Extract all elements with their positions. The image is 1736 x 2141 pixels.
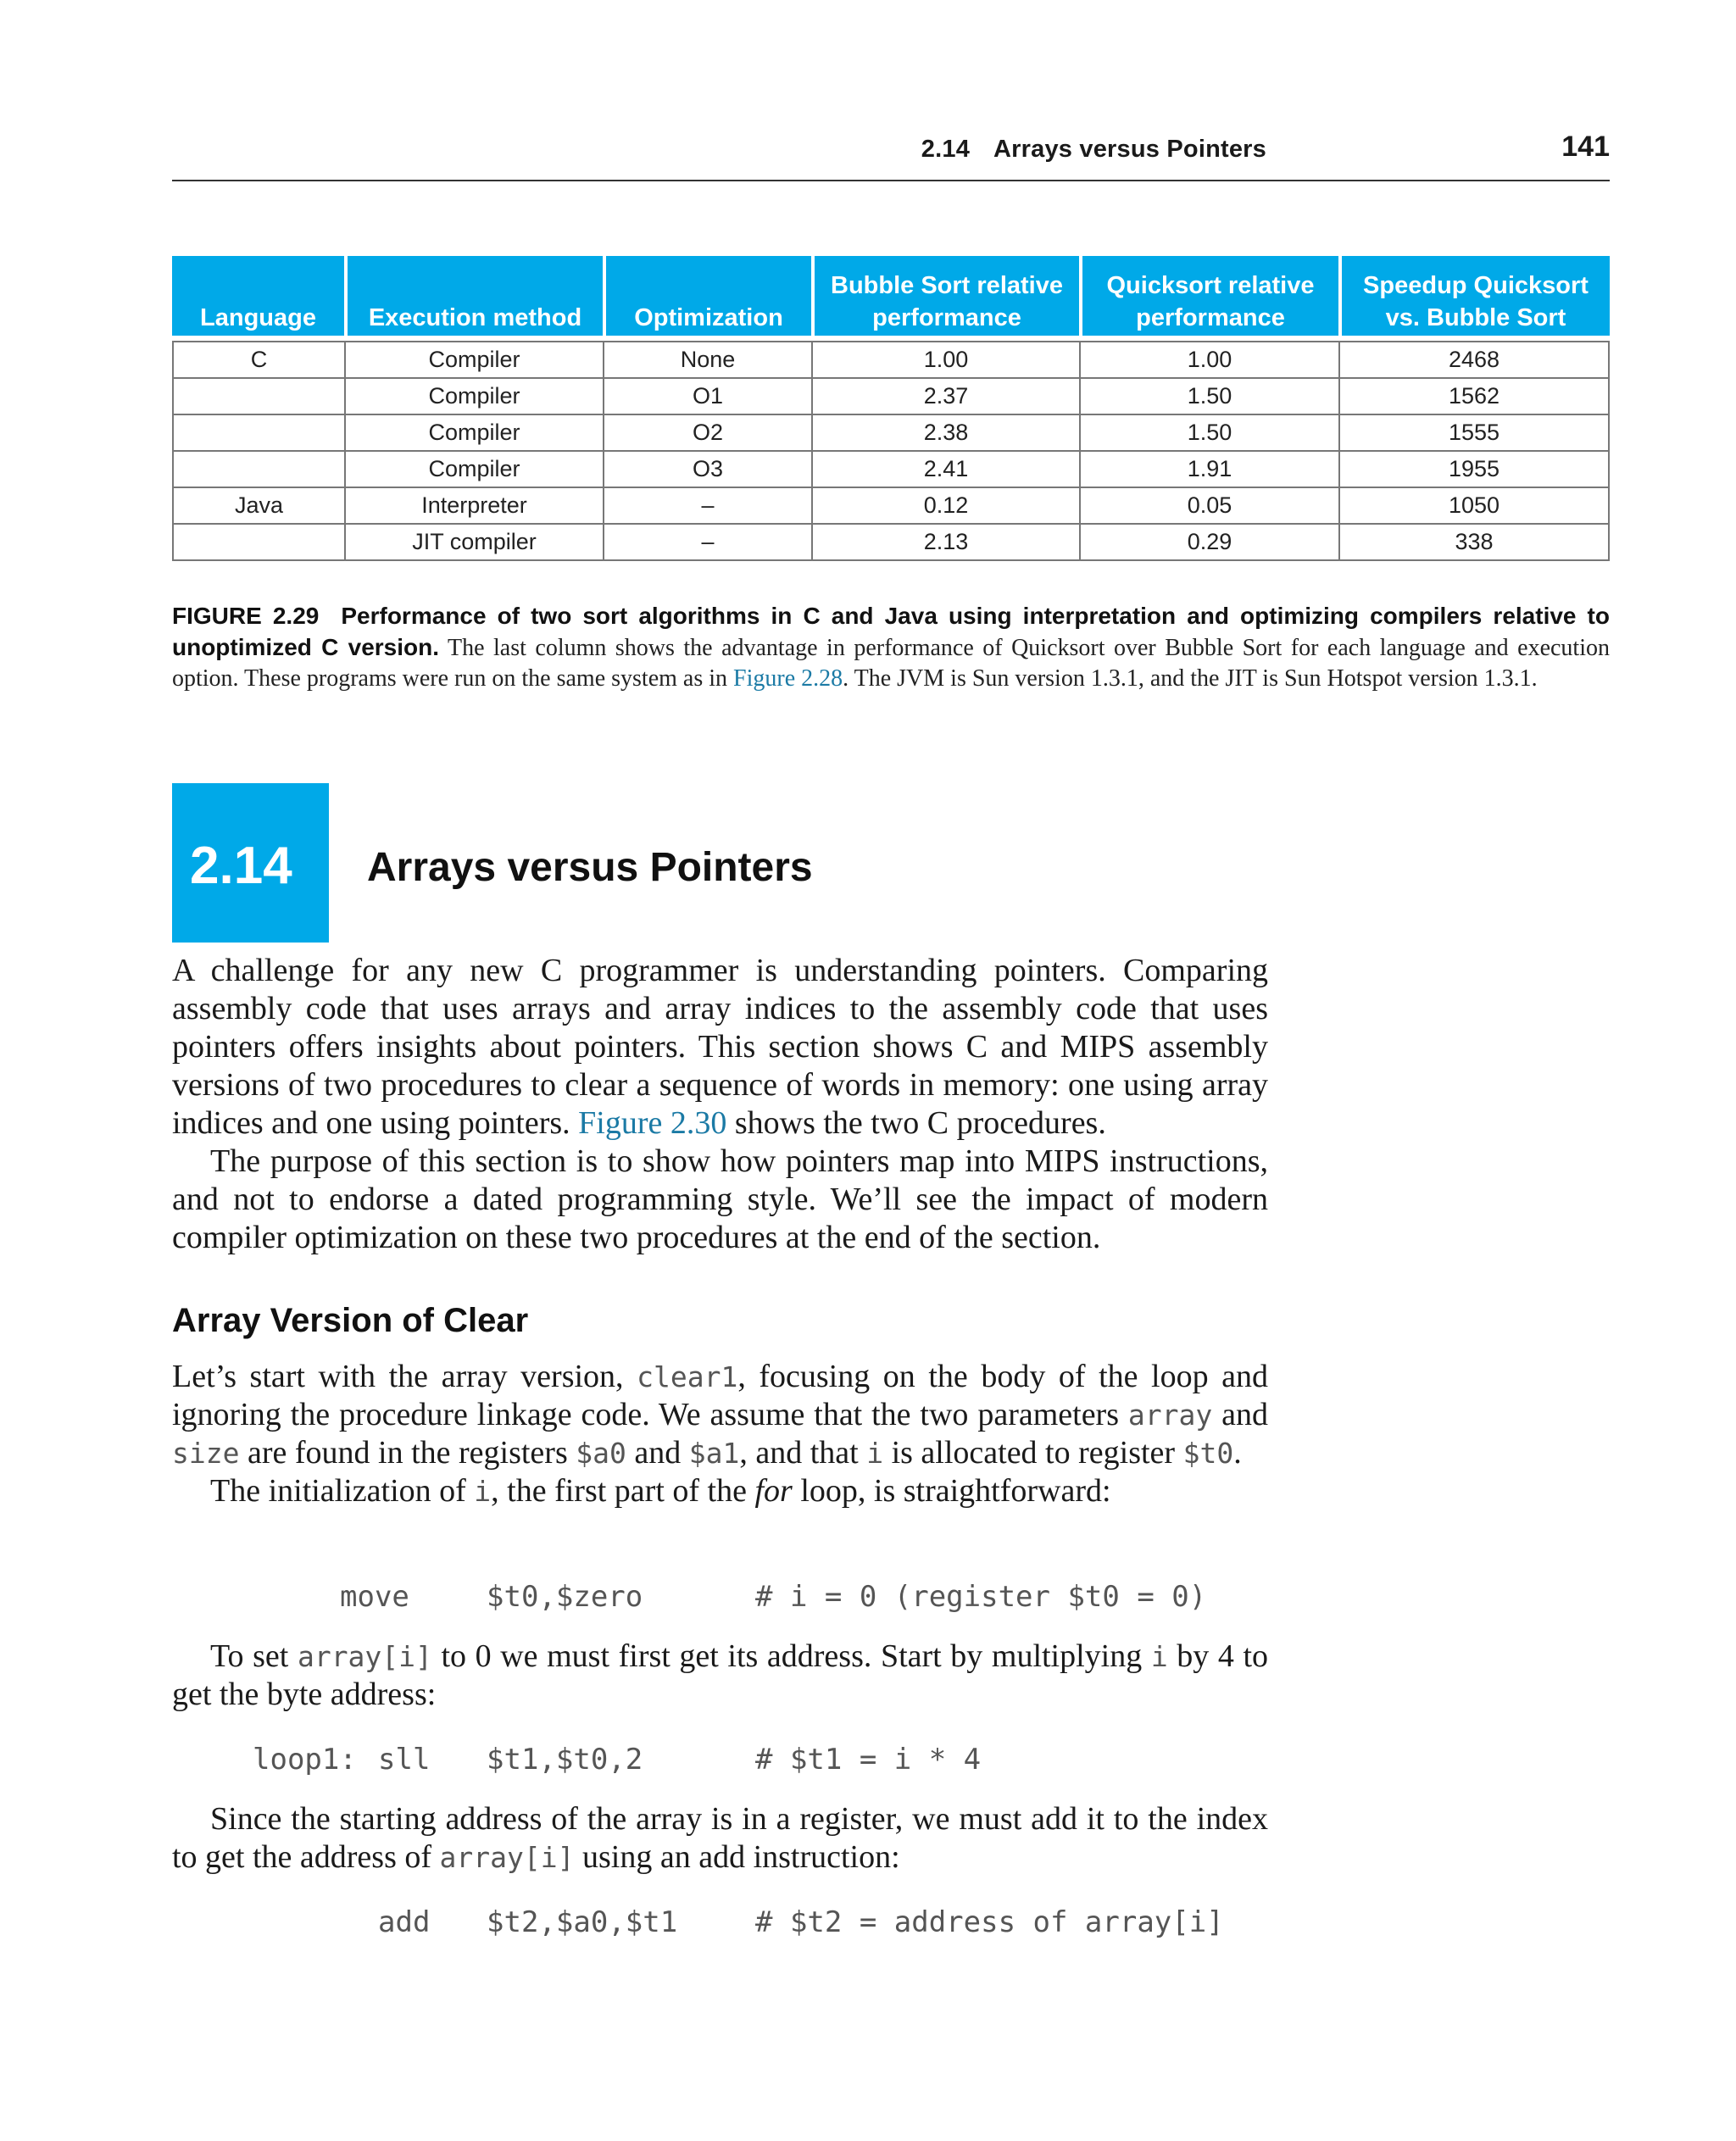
- code-opcode: move: [340, 1580, 409, 1614]
- table-cell: 1.50: [1079, 379, 1338, 415]
- figure-caption-title: Performance of two sort algorithms in C and Java using interpretation and optimizing compilers relative to unoptimized C version.: [172, 603, 1610, 660]
- inline-code: i: [866, 1437, 884, 1470]
- inline-code: array[i]: [439, 1841, 575, 1874]
- inline-code: size: [172, 1437, 240, 1470]
- code-operands: $t0,$zero: [487, 1580, 643, 1614]
- column-header: Quicksort relative performance: [1079, 256, 1338, 336]
- figure-link[interactable]: Figure 2.28: [733, 665, 843, 692]
- paragraph: [172, 1472, 1268, 1510]
- paragraph: [172, 1800, 1268, 1877]
- table-cell: 1.91: [1079, 452, 1338, 488]
- inline-code: i: [1150, 1640, 1168, 1673]
- inline-code: $a1: [688, 1437, 740, 1470]
- figure-caption: [172, 601, 1610, 694]
- paragraph: [172, 1638, 1268, 1714]
- code-comment: # $t1 = i * 4: [755, 1743, 982, 1777]
- table-cell: O2: [603, 415, 811, 452]
- paragraph-text: using an add instruction:: [581, 1839, 900, 1875]
- table-cell: Interpreter: [344, 488, 603, 525]
- paragraph-text: to 0 we must first get its address. Start by multiplying: [441, 1638, 1143, 1674]
- paragraph-text: , focusing on the body of the loop and ignoring the procedure linkage code. We assume that the two parameters: [172, 1359, 1269, 1432]
- table-row: [172, 452, 1610, 488]
- table-cell: O1: [603, 379, 811, 415]
- inline-code: $a0: [576, 1437, 626, 1470]
- figure-caption-text: . The JVM is Sun version 1.3.1, and the JIT is Sun Hotspot version 1.3.1.: [843, 665, 1538, 692]
- emphasis-text: for: [754, 1473, 793, 1509]
- paragraph: [172, 1358, 1268, 1472]
- inline-code: array[i]: [297, 1640, 432, 1673]
- table-cell: –: [603, 488, 811, 525]
- table-header-row: [172, 256, 1610, 336]
- table-cell: Compiler: [344, 379, 603, 415]
- table-cell: 0.29: [1079, 525, 1338, 561]
- table-cell: C: [172, 341, 344, 379]
- table-cell: Java: [172, 488, 344, 525]
- code-line: [0, 1905, 1271, 1944]
- table-cell: [172, 415, 344, 452]
- table-cell: [172, 452, 344, 488]
- table-cell: 338: [1338, 525, 1610, 561]
- table-cell: 0.05: [1079, 488, 1338, 525]
- section-number: 2.14: [190, 837, 292, 895]
- paragraph-text: To set: [210, 1638, 289, 1674]
- table-cell: 2.37: [811, 379, 1079, 415]
- table-cell: 1555: [1338, 415, 1610, 452]
- table-cell: –: [603, 525, 811, 561]
- table-cell: 1.00: [811, 341, 1079, 379]
- code-line: [0, 1580, 1271, 1618]
- section-number-box: [172, 783, 329, 943]
- paragraph-text: by 4 to get the byte address:: [172, 1638, 1269, 1712]
- code-comment: # $t2 = address of array[i]: [755, 1905, 1224, 1939]
- figure-link[interactable]: Figure 2.30: [578, 1105, 727, 1141]
- table-cell: None: [603, 341, 811, 379]
- paragraph-text: .: [1233, 1435, 1242, 1471]
- paragraph-text: , the first part of the: [491, 1473, 747, 1509]
- paragraph-text: loop, is straightforward:: [800, 1473, 1111, 1509]
- inline-code: $t0: [1182, 1437, 1234, 1470]
- running-head: [172, 127, 1610, 181]
- figure-label: FIGURE 2.29: [172, 603, 320, 629]
- paragraph-text: Since the starting address of the array is in a register, we must add it to the index to get the address of: [172, 1801, 1268, 1875]
- table-row: [172, 525, 1610, 561]
- table-cell: 1955: [1338, 452, 1610, 488]
- inline-code: clear1: [637, 1360, 738, 1393]
- table-row: [172, 379, 1610, 415]
- table-cell: 1050: [1338, 488, 1610, 525]
- paragraph: The purpose of this section is to show how pointers map into MIPS instructions, and not to endorse a dated programming style. We’ll see the impact of modern compiler optimization on these two procedures at the end of the section.: [172, 1143, 1268, 1255]
- table-cell: JIT compiler: [344, 525, 603, 561]
- table-cell: 2.38: [811, 415, 1079, 452]
- subsection-title: Array Version of Clear: [172, 1302, 529, 1339]
- array-version-text: [172, 1358, 1268, 1510]
- table-cell: 1.00: [1079, 341, 1338, 379]
- running-head-section-title: Arrays versus Pointers: [993, 136, 1266, 163]
- table-cell: [172, 379, 344, 415]
- table-cell: 1562: [1338, 379, 1610, 415]
- paragraph-text: and: [634, 1435, 682, 1471]
- code-opcode: add: [378, 1905, 431, 1939]
- table-cell: 2.13: [811, 525, 1079, 561]
- table-cell: Compiler: [344, 452, 603, 488]
- table-row: [172, 415, 1610, 452]
- paragraph-text: shows the two C procedures.: [734, 1105, 1106, 1141]
- column-header: Bubble Sort relative performance: [811, 256, 1079, 336]
- section-title: Arrays versus Pointers: [367, 845, 813, 890]
- paragraph-text: , and that: [739, 1435, 859, 1471]
- running-head-section-number: 2.14: [921, 136, 971, 163]
- table-cell: 0.12: [811, 488, 1079, 525]
- table-cell: 1.50: [1079, 415, 1338, 452]
- table-row: [172, 488, 1610, 525]
- paragraph-text: is allocated to register: [891, 1435, 1176, 1471]
- inline-code: i: [474, 1475, 492, 1508]
- table-cell: [172, 525, 344, 561]
- table-cell: O3: [603, 452, 811, 488]
- paragraph-text: are found in the registers: [247, 1435, 568, 1471]
- table-cell: Compiler: [344, 415, 603, 452]
- code-operands: $t2,$a0,$t1: [487, 1905, 678, 1939]
- page-number: 141: [1561, 131, 1610, 163]
- column-header: Optimization: [603, 256, 811, 336]
- paragraph-text: A challenge for any new C programmer is understanding pointers. Comparing assembly code that uses arrays and array indices to the assembly code that uses pointers offers insights about pointers. This section shows C and MIPS assembly versions of two procedures to clear a sequence of words in memory: one using array indices and one using pointers.: [172, 953, 1268, 1141]
- table-cell: 2.41: [811, 452, 1079, 488]
- code-label: loop1:: [253, 1743, 357, 1777]
- column-header: Speedup Quicksort vs. Bubble Sort: [1338, 256, 1610, 336]
- running-head-section: [921, 136, 1266, 164]
- code-opcode: sll: [378, 1743, 431, 1777]
- table-row: [172, 341, 1610, 379]
- code-operands: $t1,$t0,2: [487, 1743, 643, 1777]
- column-header: Language: [172, 256, 344, 336]
- code-line: [0, 1743, 1271, 1781]
- array-address-text: [172, 1638, 1268, 1714]
- paragraph-text: The initialization of: [210, 1473, 466, 1509]
- paragraph-text: and: [1221, 1397, 1268, 1432]
- code-comment: # i = 0 (register $t0 = 0): [755, 1580, 1207, 1614]
- inline-code: array: [1127, 1399, 1213, 1432]
- performance-table: [172, 256, 1610, 561]
- intro-text: [172, 952, 1268, 1257]
- paragraph-text: Let’s start with the array version,: [172, 1359, 624, 1394]
- column-header: Execution method: [344, 256, 603, 336]
- add-index-text: [172, 1800, 1268, 1877]
- table-cell: 2468: [1338, 341, 1610, 379]
- table-cell: Compiler: [344, 341, 603, 379]
- paragraph: [172, 952, 1268, 1143]
- figure-caption-text: The last column shows the advantage in performance of Quicksort over Bubble Sort for each language and execution option. These programs were run on the same system as in: [172, 635, 1610, 692]
